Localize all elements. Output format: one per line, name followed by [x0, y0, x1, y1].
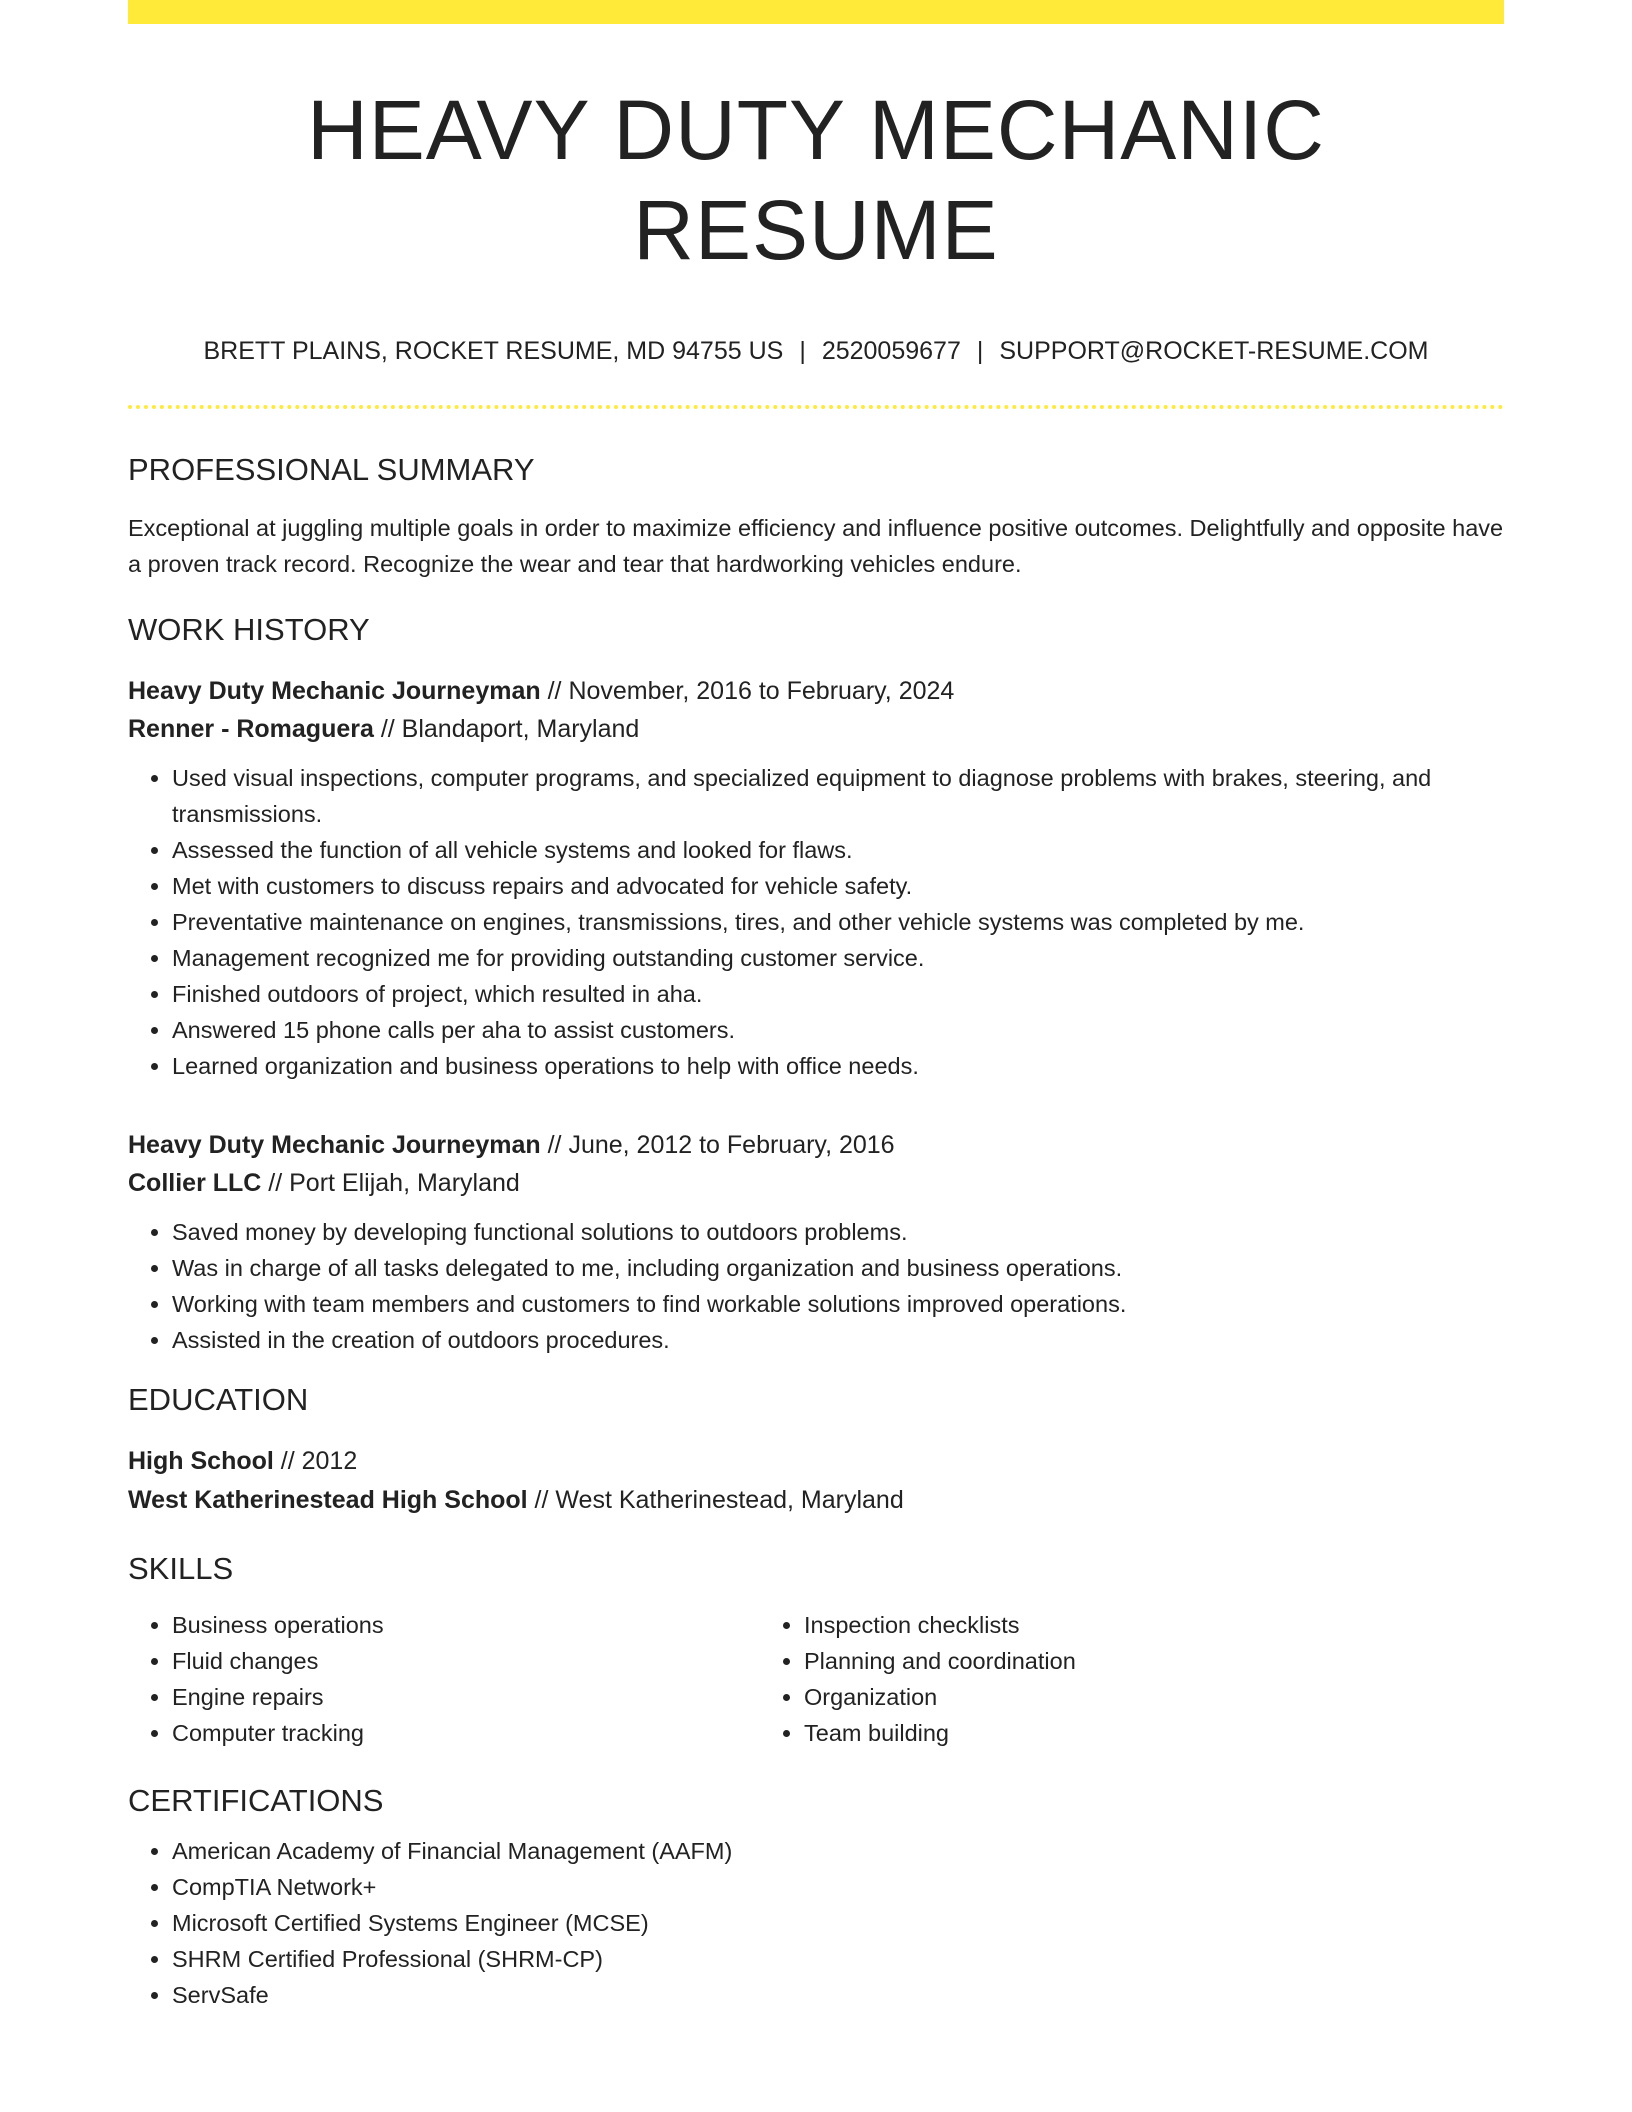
list-item: • Organization: [804, 1679, 1392, 1715]
list-item: • Fluid changes: [172, 1643, 760, 1679]
job-entry: [128, 672, 1504, 1084]
job-title-line: [128, 1126, 1504, 1164]
education-degree-line: [128, 1442, 1504, 1481]
list-item: • Assessed the function of all vehicle systems and looked for flaws.: [172, 832, 1504, 868]
job-bullets: [128, 1214, 1504, 1358]
list-item: • American Academy of Financial Management (AAFM): [172, 1833, 1504, 1869]
list-item: • ServSafe: [172, 1977, 1504, 2013]
skills-column-right: [760, 1607, 1392, 1751]
education-entry: [128, 1442, 1504, 1520]
skills-column-left: [128, 1607, 760, 1751]
address: BRETT PLAINS, ROCKET RESUME, MD 94755 US: [203, 337, 784, 365]
list-item: • CompTIA Network+: [172, 1869, 1504, 1905]
list-item: • Was in charge of all tasks delegated to me, including organization and business operations.: [172, 1250, 1504, 1286]
list-item: • Finished outdoors of project, which resulted in aha.: [172, 976, 1504, 1012]
separator: |: [799, 337, 806, 365]
phone: 2520059677: [821, 337, 961, 365]
job-title: Heavy Duty Mechanic Journeyman: [128, 677, 541, 705]
job-dates: // June, 2012 to February, 2016: [540, 1131, 895, 1159]
list-item: • Saved money by developing functional solutions to outdoors problems.: [172, 1214, 1504, 1250]
education-degree: High School: [128, 1447, 274, 1475]
education-school: West Katherinestead High School: [128, 1486, 528, 1514]
list-item: • SHRM Certified Professional (SHRM-CP): [172, 1941, 1504, 1977]
list-item: • Working with team members and customers to find workable solutions improved operations.: [172, 1286, 1504, 1322]
job-title: Heavy Duty Mechanic Journeyman: [128, 1131, 541, 1159]
list-item: • Assisted in the creation of outdoors procedures.: [172, 1322, 1504, 1358]
skills-heading: SKILLS: [128, 1551, 234, 1586]
list-item: • Management recognized me for providing outstanding customer service.: [172, 940, 1504, 976]
work-history-heading: WORK HISTORY: [128, 612, 370, 647]
list-item: • Planning and coordination: [804, 1643, 1392, 1679]
skills-grid: [128, 1607, 1504, 1751]
list-item: • Engine repairs: [172, 1679, 760, 1715]
job-company-line: [128, 1164, 1504, 1202]
education-school-line: [128, 1481, 1504, 1520]
certifications-heading: CERTIFICATIONS: [128, 1783, 384, 1818]
job-entry: [128, 1126, 1504, 1358]
job-company: Collier LLC: [128, 1169, 262, 1197]
resume-page: [128, 0, 1504, 2013]
job-company-line: [128, 710, 1504, 748]
job-company: Renner - Romaguera: [128, 715, 374, 743]
resume-title: HEAVY DUTY MECHANIC RESUME: [307, 83, 1325, 277]
job-bullets: [128, 760, 1504, 1084]
list-item: • Microsoft Certified Systems Engineer (MCSE): [172, 1905, 1504, 1941]
summary-heading: PROFESSIONAL SUMMARY: [128, 452, 535, 487]
certifications-list: [128, 1833, 1504, 2013]
education-year: // 2012: [273, 1447, 358, 1475]
contact-line: [128, 334, 1504, 368]
email: SUPPORT@ROCKET-RESUME.COM: [999, 337, 1429, 365]
list-item: • Computer tracking: [172, 1715, 760, 1751]
education-location: // West Katherinestead, Maryland: [527, 1486, 904, 1514]
list-item: • Learned organization and business operations to help with office needs.: [172, 1048, 1504, 1084]
job-title-line: [128, 672, 1504, 710]
dotted-divider: [128, 405, 1504, 409]
job-location: // Blandaport, Maryland: [373, 715, 640, 743]
list-item: • Team building: [804, 1715, 1392, 1751]
list-item: • Used visual inspections, computer programs, and specialized equipment to diagnose problems with brakes, steering, and transmissions.: [172, 760, 1504, 832]
summary-text: Exceptional at juggling multiple goals in order to maximize efficiency and influence positive outcomes. Delightfully and opposite have a proven track record. Recognize the wear and tear that hardworking vehicles endure.: [128, 515, 1504, 577]
job-dates: // November, 2016 to February, 2024: [540, 677, 955, 705]
list-item: • Met with customers to discuss repairs and advocated for vehicle safety.: [172, 868, 1504, 904]
accent-bar: [128, 0, 1504, 24]
list-item: • Business operations: [172, 1607, 760, 1643]
list-item: • Answered 15 phone calls per aha to assist customers.: [172, 1012, 1504, 1048]
list-item: • Preventative maintenance on engines, transmissions, tires, and other vehicle systems was completed by me.: [172, 904, 1504, 940]
education-heading: EDUCATION: [128, 1382, 309, 1417]
list-item: • Inspection checklists: [804, 1607, 1392, 1643]
job-location: // Port Elijah, Maryland: [261, 1169, 520, 1197]
separator: |: [976, 337, 984, 365]
